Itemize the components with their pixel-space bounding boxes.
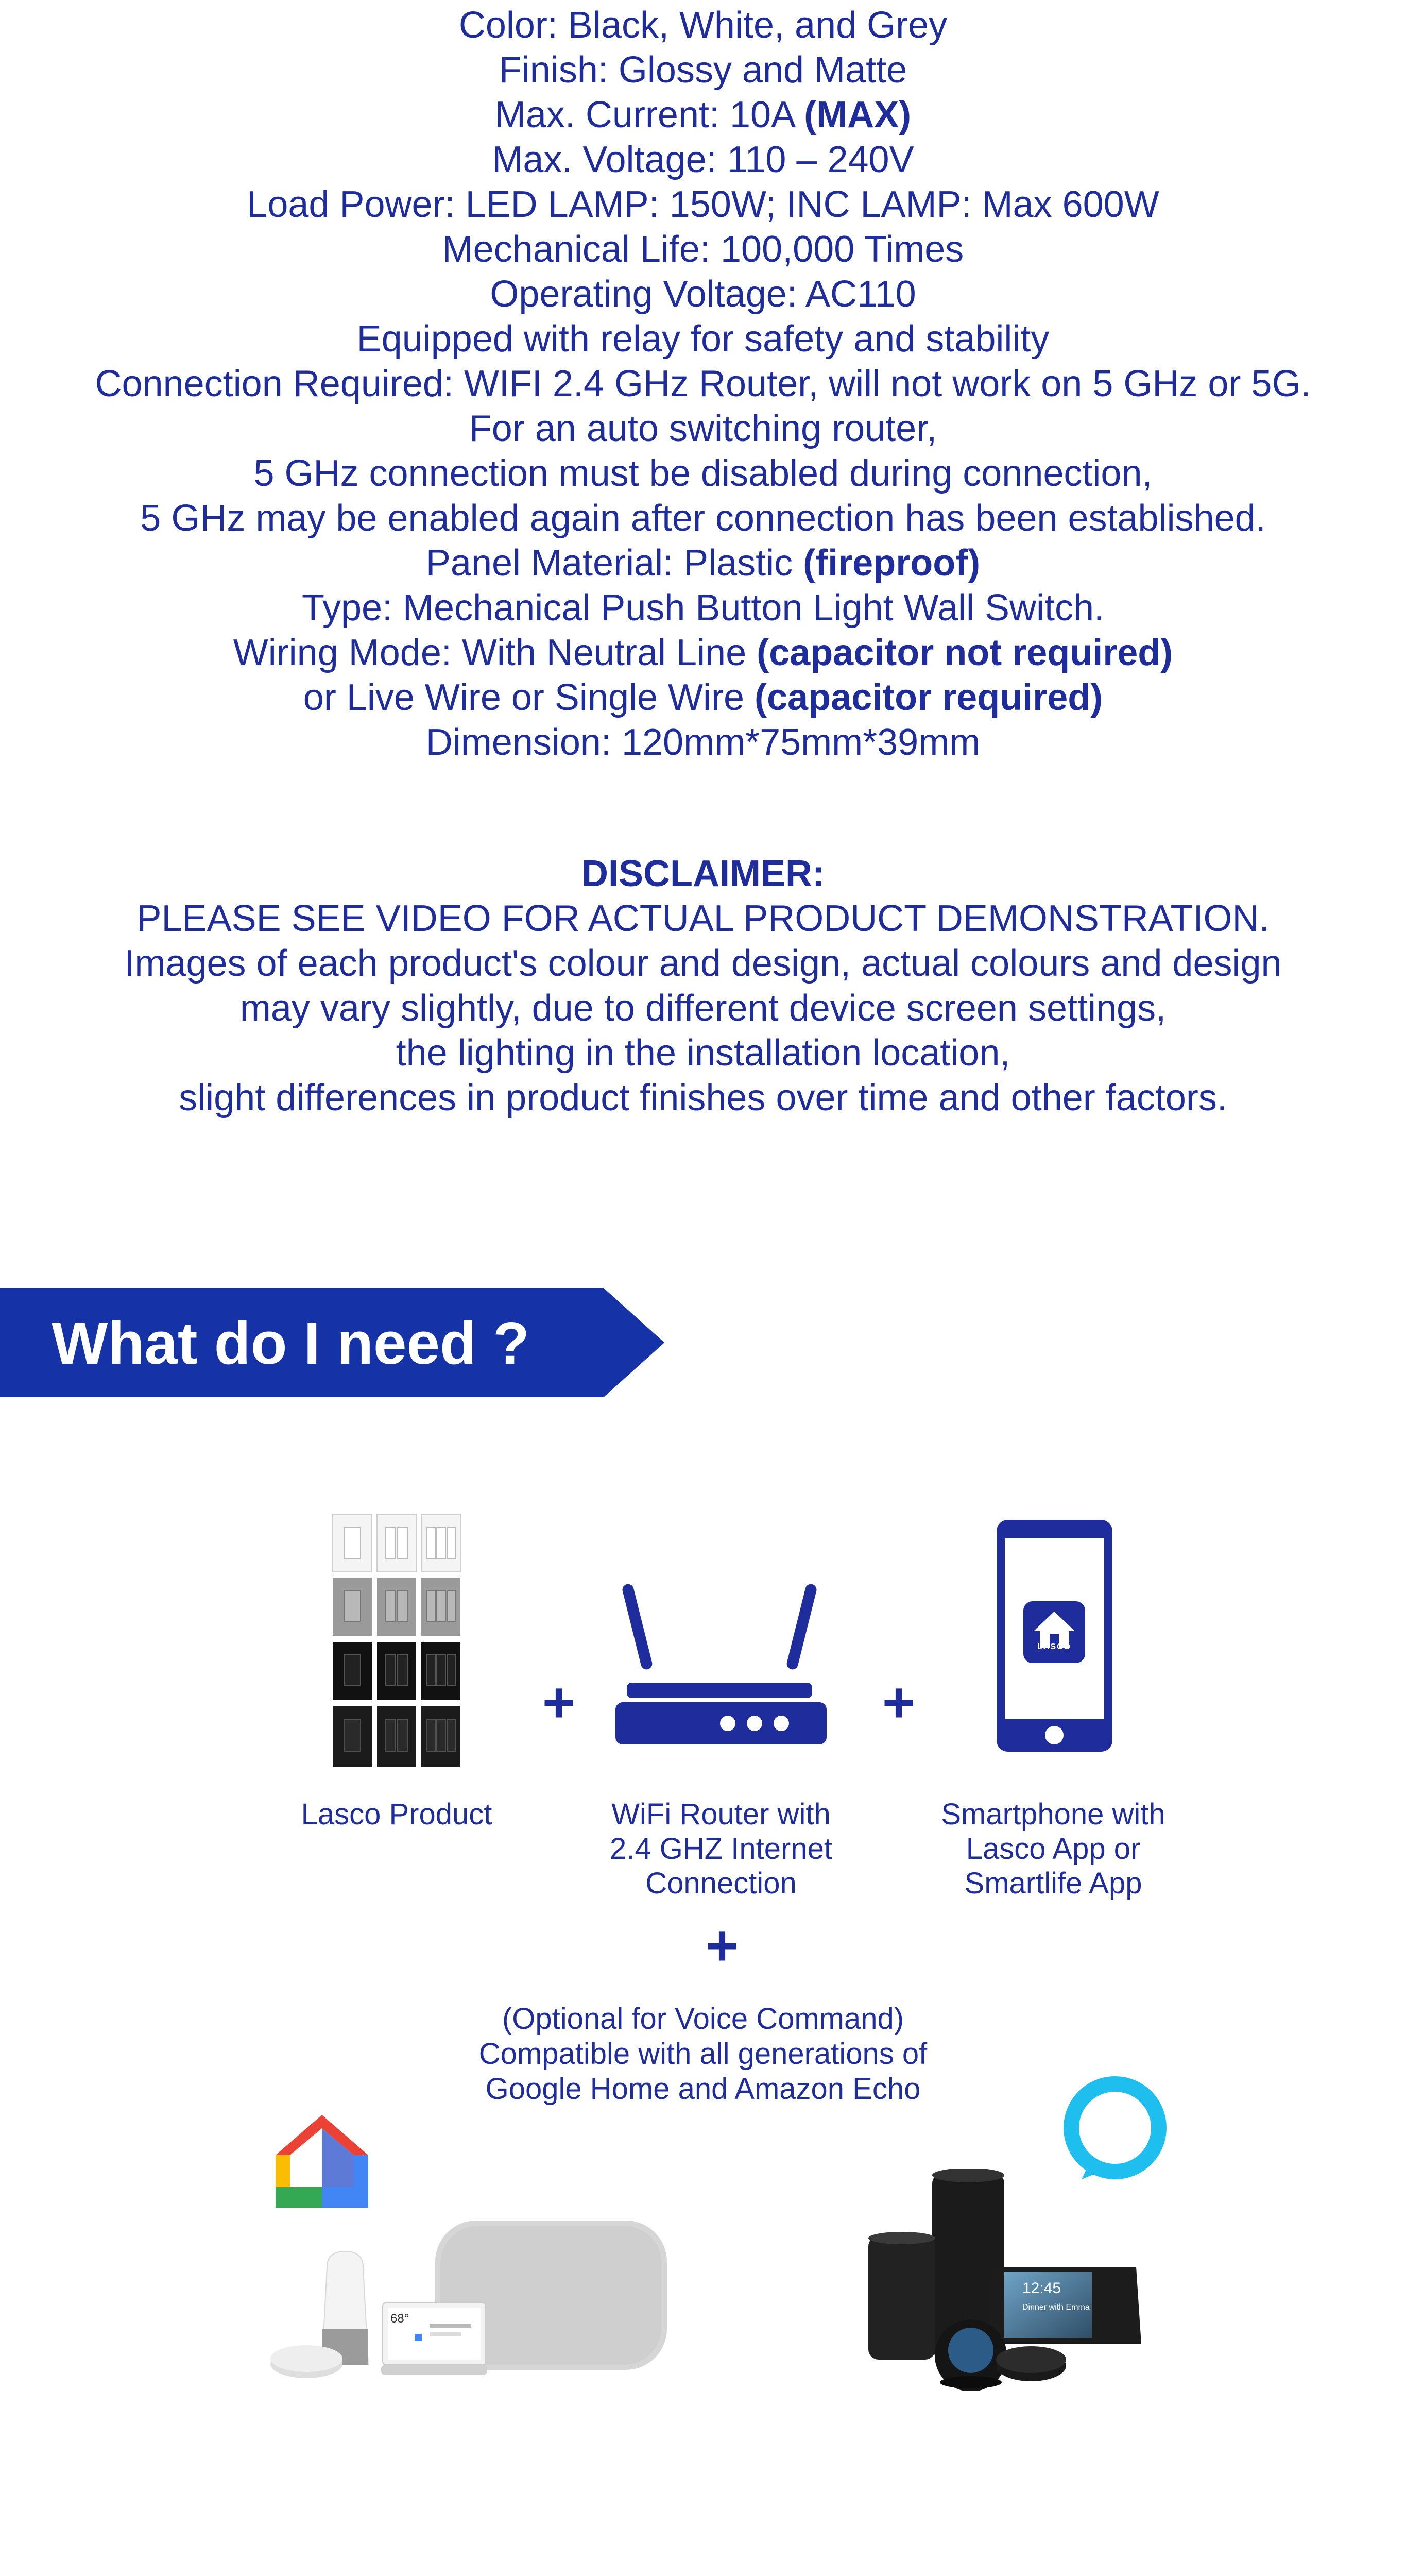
alexa-logo-icon <box>1061 2074 1169 2182</box>
smartphone-label-line: Smartphone with <box>941 1798 1165 1831</box>
smartphone-label <box>924 1797 1182 1901</box>
google-home-devices-image <box>265 2200 677 2385</box>
router-label-line: 2.4 GHZ Internet <box>610 1832 832 1866</box>
disclaimer-line: the lighting in the installation location, <box>396 1032 1010 1074</box>
plus-icon: + <box>882 1671 916 1734</box>
router-label-line: Connection <box>645 1867 797 1900</box>
spec-connection: Connection Required: WIFI 2.4 GHz Router, will not work on 5 GHz or 5G. <box>95 363 1311 404</box>
spec-5ghz-disable: 5 GHz connection must be disabled during connection, <box>253 453 1153 494</box>
spec-5ghz-enable: 5 GHz may be enabled again after connection has been established. <box>140 498 1266 539</box>
disclaimer-title: DISCLAIMER: <box>581 853 825 894</box>
spec-max-voltage: Max. Voltage: 110 – 240V <box>492 139 914 180</box>
spec-max-current <box>0 93 1406 138</box>
optional-line: Compatible with all generations of <box>478 2037 928 2071</box>
spec-operating-voltage: Operating Voltage: AC110 <box>490 274 916 315</box>
spec-list <box>0 3 1406 765</box>
echo-show-time: 12:45 <box>1022 2280 1061 2297</box>
router-label-line: WiFi Router with <box>611 1798 831 1831</box>
spec-finish: Finish: Glossy and Matte <box>499 49 907 91</box>
echo-show-text: Dinner with Emma <box>1022 2303 1090 2312</box>
optional-voice-note <box>0 2002 1406 2107</box>
lasco-switch-products-image <box>330 1512 464 1770</box>
disclaimer-line: Images of each product's colour and design, actual colours and design <box>124 943 1282 984</box>
google-home-logo-icon <box>270 2110 373 2213</box>
lasco-product-label: Lasco Product <box>301 1798 492 1831</box>
spec-live-wire-bold: (capacitor required) <box>755 677 1103 718</box>
disclaimer-line: slight differences in product finishes over time and other factors. <box>179 1077 1227 1118</box>
spec-panel-text: Panel Material: Plastic <box>425 543 803 584</box>
spec-panel-bold: (fireproof) <box>803 543 981 584</box>
optional-line: (Optional for Voice Command) <box>502 2002 904 2036</box>
amazon-echo-devices-image <box>865 2169 1154 2391</box>
section-title: What do I need ? <box>52 1310 529 1377</box>
optional-line: Google Home and Amazon Echo <box>485 2072 921 2106</box>
spec-live-wire <box>0 675 1406 720</box>
disclaimer-line: PLEASE SEE VIDEO FOR ACTUAL PRODUCT DEMONSTRATION. <box>136 898 1270 939</box>
spec-auto-switching: For an auto switching router, <box>469 408 937 449</box>
spec-wiring-bold: (capacitor not required) <box>757 632 1173 673</box>
wifi-router-icon <box>615 1582 827 1752</box>
spec-relay: Equipped with relay for safety and stability <box>356 318 1050 360</box>
spec-dimension: Dimension: 120mm*75mm*39mm <box>425 722 981 763</box>
plus-icon: + <box>542 1671 576 1734</box>
smartphone-icon <box>997 1520 1112 1752</box>
spec-live-wire-text: or Live Wire or Single Wire <box>303 677 755 718</box>
spec-max-current-bold: (MAX) <box>804 94 912 135</box>
plus-icon: + <box>705 1914 739 1977</box>
disclaimer <box>0 852 1406 1121</box>
router-label <box>592 1797 850 1901</box>
lasco-app-icon-label: LASCO <box>1037 1642 1071 1651</box>
spec-load-power: Load Power: LED LAMP: 150W; INC LAMP: Max 600W <box>247 184 1159 225</box>
smartphone-label-line: Smartlife App <box>964 1867 1142 1900</box>
spec-panel-material <box>0 541 1406 586</box>
disclaimer-line: may vary slightly, due to different device screen settings, <box>239 988 1167 1029</box>
spec-color: Color: Black, White, and Grey <box>458 5 948 46</box>
spec-wiring-text: Wiring Mode: With Neutral Line <box>233 632 757 673</box>
spec-wiring-mode <box>0 631 1406 675</box>
spec-max-current-text: Max. Current: 10A <box>494 94 804 135</box>
nest-hub-temperature: 68° <box>390 2312 409 2326</box>
spec-mechanical-life: Mechanical Life: 100,000 Times <box>442 229 964 270</box>
spec-type: Type: Mechanical Push Button Light Wall Switch. <box>301 587 1105 629</box>
smartphone-label-line: Lasco App or <box>966 1832 1141 1866</box>
